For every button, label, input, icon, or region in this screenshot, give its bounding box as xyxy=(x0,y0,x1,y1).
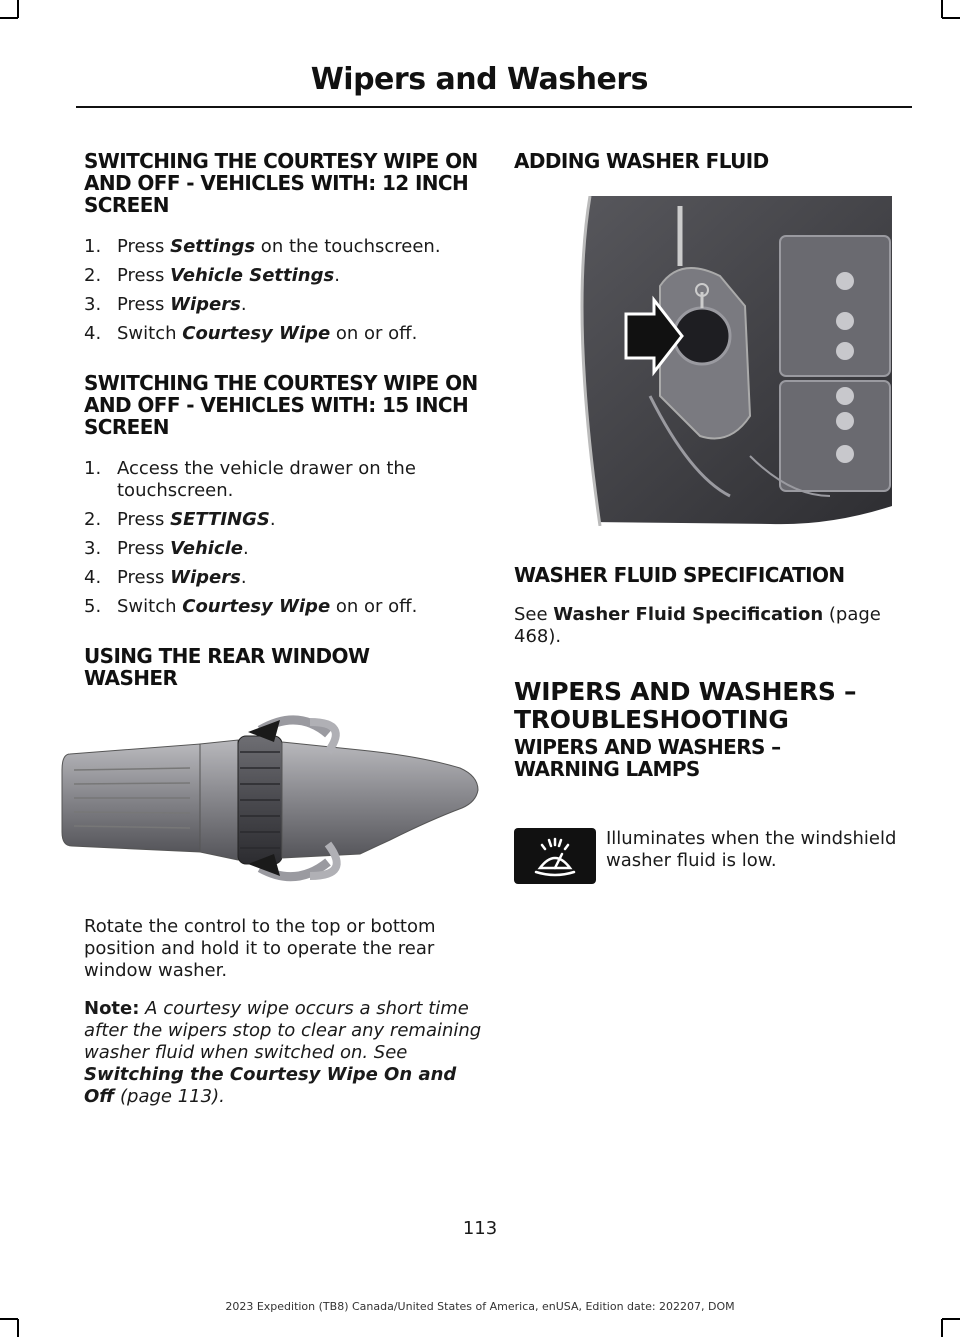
crop-mark xyxy=(941,0,943,18)
list-item xyxy=(84,323,484,345)
step-suffix: . xyxy=(269,509,276,530)
rear-washer-text xyxy=(84,916,484,1108)
washer-fluid-spec-reference xyxy=(514,604,904,648)
step-suffix: . xyxy=(240,567,247,588)
step-prefix: Press xyxy=(117,236,171,257)
menu-term: Vehicle Settings xyxy=(170,265,335,286)
header-divider xyxy=(76,106,912,108)
section-heading-15-inch: SWITCHING THE COURTESY WIPE ON AND OFF - VEHICLES WITH: 15 INCH SCREEN xyxy=(84,371,478,439)
adding-washer-fluid-heading: ADDING WASHER FLUID xyxy=(514,149,769,173)
menu-term: Settings xyxy=(170,236,256,257)
step-text xyxy=(117,294,484,316)
menu-term: Courtesy Wipe xyxy=(182,323,331,344)
menu-term: Courtesy Wipe xyxy=(182,596,331,617)
step-number: 1. xyxy=(84,236,102,257)
step-number: 4. xyxy=(84,323,102,344)
section-heading-rear-washer: USING THE REAR WINDOW WASHER xyxy=(84,644,370,690)
list-item xyxy=(84,236,484,258)
page-number: 113 xyxy=(462,1218,498,1239)
step-text xyxy=(117,509,484,531)
list-item xyxy=(84,538,484,560)
step-number: 4. xyxy=(84,567,102,588)
step-suffix: . xyxy=(240,294,247,315)
list-item xyxy=(84,567,484,589)
menu-term: SETTINGS xyxy=(170,509,270,530)
step-prefix: Press xyxy=(117,265,171,286)
section-heading-12-inch: SWITCHING THE COURTESY WIPE ON AND OFF - VEHICLES WITH: 12 INCH SCREEN xyxy=(84,149,478,217)
step-text xyxy=(117,323,484,345)
step-text xyxy=(117,265,484,287)
see-prefix: See xyxy=(514,604,554,625)
rear-washer-instruction: Rotate the control to the top or bottom position and hold it to operate the rear window washer. xyxy=(84,916,436,981)
crop-mark xyxy=(17,0,19,18)
crop-mark xyxy=(17,1319,19,1337)
step-text xyxy=(117,236,484,258)
list-item xyxy=(84,294,484,316)
warning-lamp-description: Illuminates when the windshield washer fluid is low. xyxy=(606,828,897,871)
steps-12-inch xyxy=(84,236,484,345)
crop-mark xyxy=(942,1318,960,1320)
step-suffix: . xyxy=(334,265,340,286)
crop-mark xyxy=(0,1318,18,1320)
menu-term: Vehicle xyxy=(170,538,243,559)
step-text xyxy=(117,538,484,560)
list-item xyxy=(84,458,484,502)
washer-fluid-spec-link[interactable]: Washer Fluid Specification xyxy=(553,604,824,625)
left-column xyxy=(84,150,484,689)
wiper-stalk-illustration xyxy=(60,712,480,884)
warning-lamps-heading: WIPERS AND WASHERS – WARNING LAMPS xyxy=(514,735,781,781)
step-suffix: on or off. xyxy=(330,323,418,344)
step-prefix: Press xyxy=(117,538,171,559)
troubleshooting-heading-line2: TROUBLESHOOTING xyxy=(514,705,789,734)
step-suffix: on the touchscreen. xyxy=(255,236,441,257)
step-number: 2. xyxy=(84,265,102,286)
washer-reservoir-illustration xyxy=(530,196,892,526)
step-text: Access the vehicle drawer on the touchscreen. xyxy=(117,458,416,501)
washer-fluid-spec-heading: WASHER FLUID SPECIFICATION xyxy=(514,563,845,587)
step-number: 2. xyxy=(84,509,102,530)
step-suffix: on or off. xyxy=(330,596,418,617)
list-item xyxy=(84,509,484,531)
step-number: 1. xyxy=(84,458,102,479)
step-prefix: Press xyxy=(117,509,171,530)
note-label: Note: xyxy=(84,998,140,1019)
troubleshooting-heading-line1: WIPERS AND WASHERS – xyxy=(514,677,857,706)
crop-mark xyxy=(0,17,18,19)
menu-term: Wipers xyxy=(170,567,241,588)
cross-reference-link[interactable]: Switching the Courtesy Wipe On and Off xyxy=(84,1064,457,1107)
washer-fluid-low-warning-icon xyxy=(514,828,596,884)
page-header-title: Wipers and Washers xyxy=(310,62,648,97)
note-text: A courtesy wipe occurs a short time after the wipers stop to clear any remaining washer fluid when switched on. See xyxy=(84,998,482,1063)
list-item xyxy=(84,265,484,287)
step-number: 5. xyxy=(84,596,102,617)
menu-term: Wipers xyxy=(170,294,241,315)
step-prefix: Switch xyxy=(117,323,183,344)
steps-15-inch xyxy=(84,458,484,618)
step-number: 3. xyxy=(84,294,102,315)
step-text xyxy=(117,596,484,618)
crop-mark xyxy=(941,1319,943,1337)
page-reference: (page 468). xyxy=(514,604,881,647)
step-prefix: Press xyxy=(117,294,171,315)
step-number: 3. xyxy=(84,538,102,559)
page-reference: (page 113). xyxy=(114,1086,225,1107)
step-suffix: . xyxy=(242,538,249,559)
courtesy-wipe-note xyxy=(84,998,484,1108)
step-prefix: Switch xyxy=(117,596,183,617)
document-footer: 2023 Expedition (TB8) Canada/United States of America, enUSA, Edition date: 202207, DOM xyxy=(225,1300,735,1313)
step-text xyxy=(117,567,484,589)
list-item xyxy=(84,596,484,618)
crop-mark xyxy=(942,17,960,19)
step-prefix: Press xyxy=(117,567,171,588)
